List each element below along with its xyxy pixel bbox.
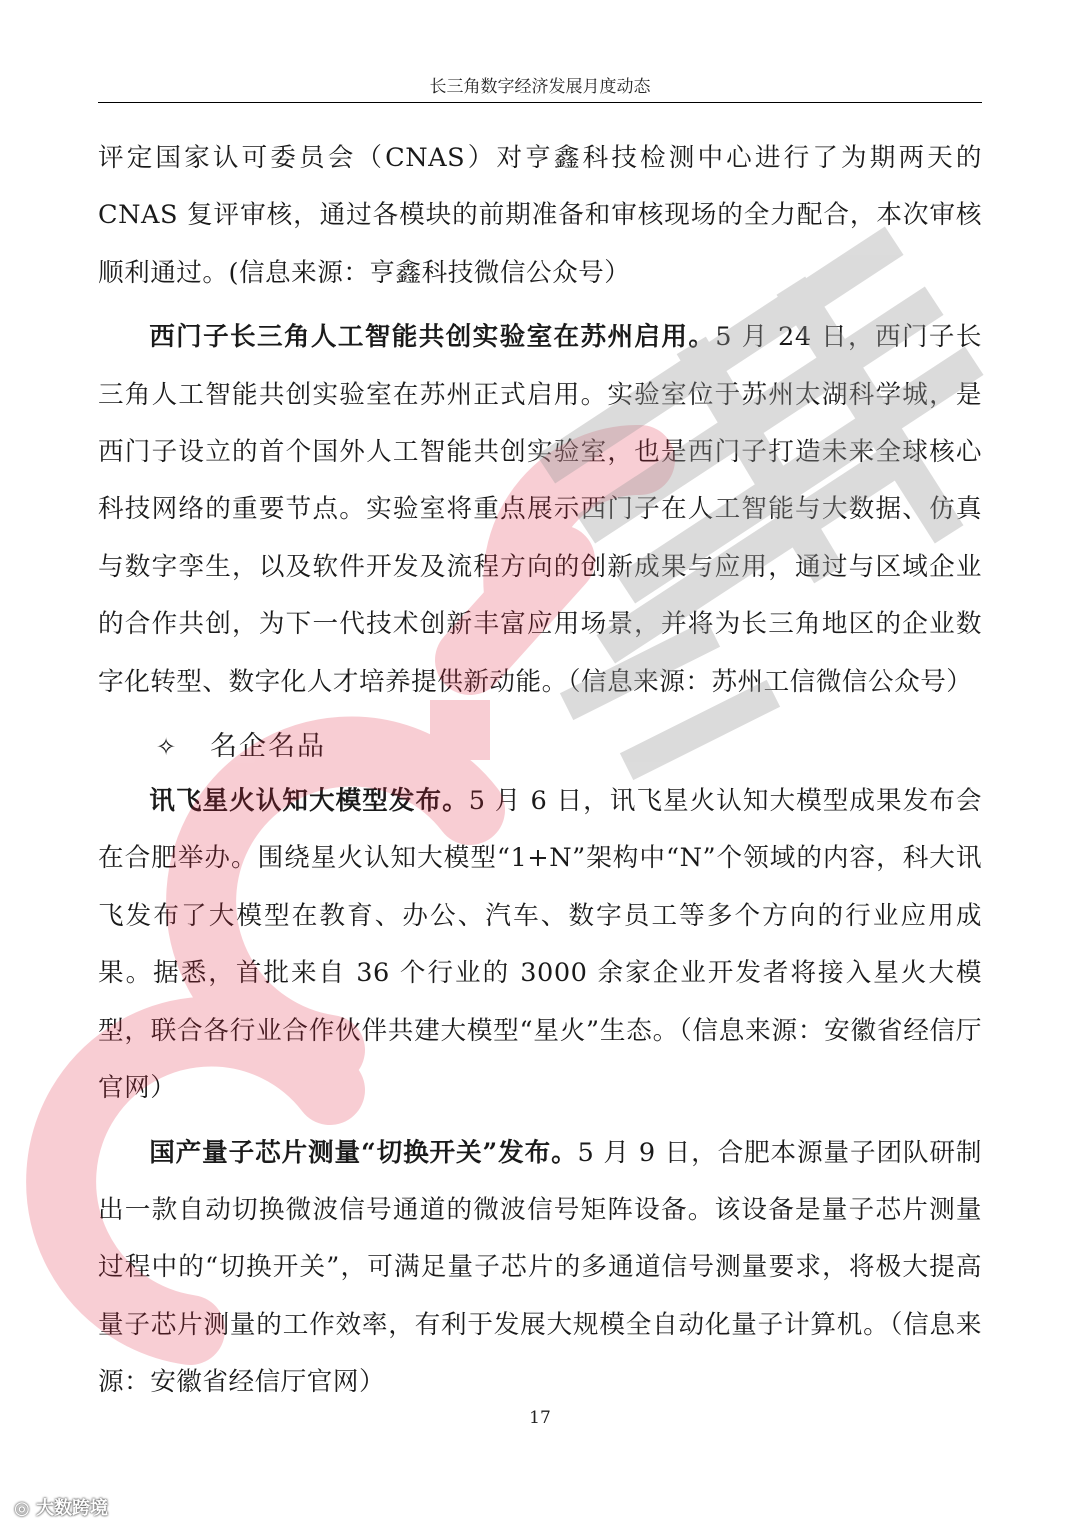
paragraph-text: 评定国家认可委员会（CNAS）对亨鑫科技检测中心进行了为期两天的 CNAS 复评审核，通过各模块的前期准备和审核现场的全力配合，本次审核顺利通过。(信息来源：亨鑫科技微信公众号） bbox=[98, 143, 982, 288]
diamond-star-icon: ✧ bbox=[156, 733, 179, 762]
source-brand-watermark bbox=[14, 1494, 108, 1520]
header-title: 长三角数字经济发展月度动态 bbox=[429, 77, 651, 97]
paragraph-headline: 国产量子芯片测量“切换开关”发布。 bbox=[149, 1137, 578, 1168]
section-heading bbox=[98, 721, 982, 773]
paragraph-text: 5 月 24 日，西门子长三角人工智能共创实验室在苏州正式启用。实验室位于苏州太湖科学城，是西门子设立的首个国外人工智能共创实验室，也是西门子打造未来全球核心科技网络的重要节点。实验室将重点展示西门子在人工智能与大数据、仿真与数字孪生，以及软件开发及流程方向的创新成果与应用，通过与区域企业的合作共创，为下一代技术创新丰富应用场景，并将为长三角地区的企业数字化转型、数字化人才培养提供新动能。（信息来源：苏州工信微信公众号） bbox=[98, 322, 982, 697]
document-body bbox=[98, 130, 982, 1412]
paragraph-text: 5 月 9 日，合肥本源量子团队研制出一款自动切换微波信号通道的微波信号矩阵设备。该设备是量子芯片测量过程中的“切换开关”，可满足量子芯片的多通道信号测量要求，将极大提高量子芯片测量的工作效率，有利于发展大规模全自动化量子计算机。（信息来源：安徽省经信厅官网） bbox=[98, 1137, 982, 1398]
section-title: 名企名品 bbox=[210, 731, 326, 763]
page-header bbox=[98, 72, 982, 103]
paragraph-quantum bbox=[98, 1125, 982, 1412]
paragraph-text: 5 月 6 日，讯飞星火认知大模型成果发布会在合肥举办。围绕星火认知大模型“1+N”架构中“N”个领域的内容，科大讯飞发布了大模型在教育、办公、汽车、数字员工等多个方向的行业应用成果。据悉，首批来自 36 个行业的 3000 余家企业开发者将接入星火大模型，联合各行业合作伙伴共建大模型“星火”生态。（信息来源：安徽省经信厅官网） bbox=[98, 786, 982, 1104]
paragraph-siemens bbox=[98, 309, 982, 711]
brand-name: 大数跨境 bbox=[36, 1498, 108, 1519]
paragraph-headline: 讯飞星火认知大模型发布。 bbox=[149, 786, 469, 817]
paragraph-iflytek bbox=[98, 773, 982, 1117]
paragraph-cnas bbox=[98, 130, 982, 302]
page-number: 17 bbox=[529, 1408, 551, 1428]
brand-logo-icon: ◎ bbox=[14, 1498, 30, 1519]
paragraph-headline: 西门子长三角人工智能共创实验室在苏州启用。 bbox=[149, 322, 716, 353]
